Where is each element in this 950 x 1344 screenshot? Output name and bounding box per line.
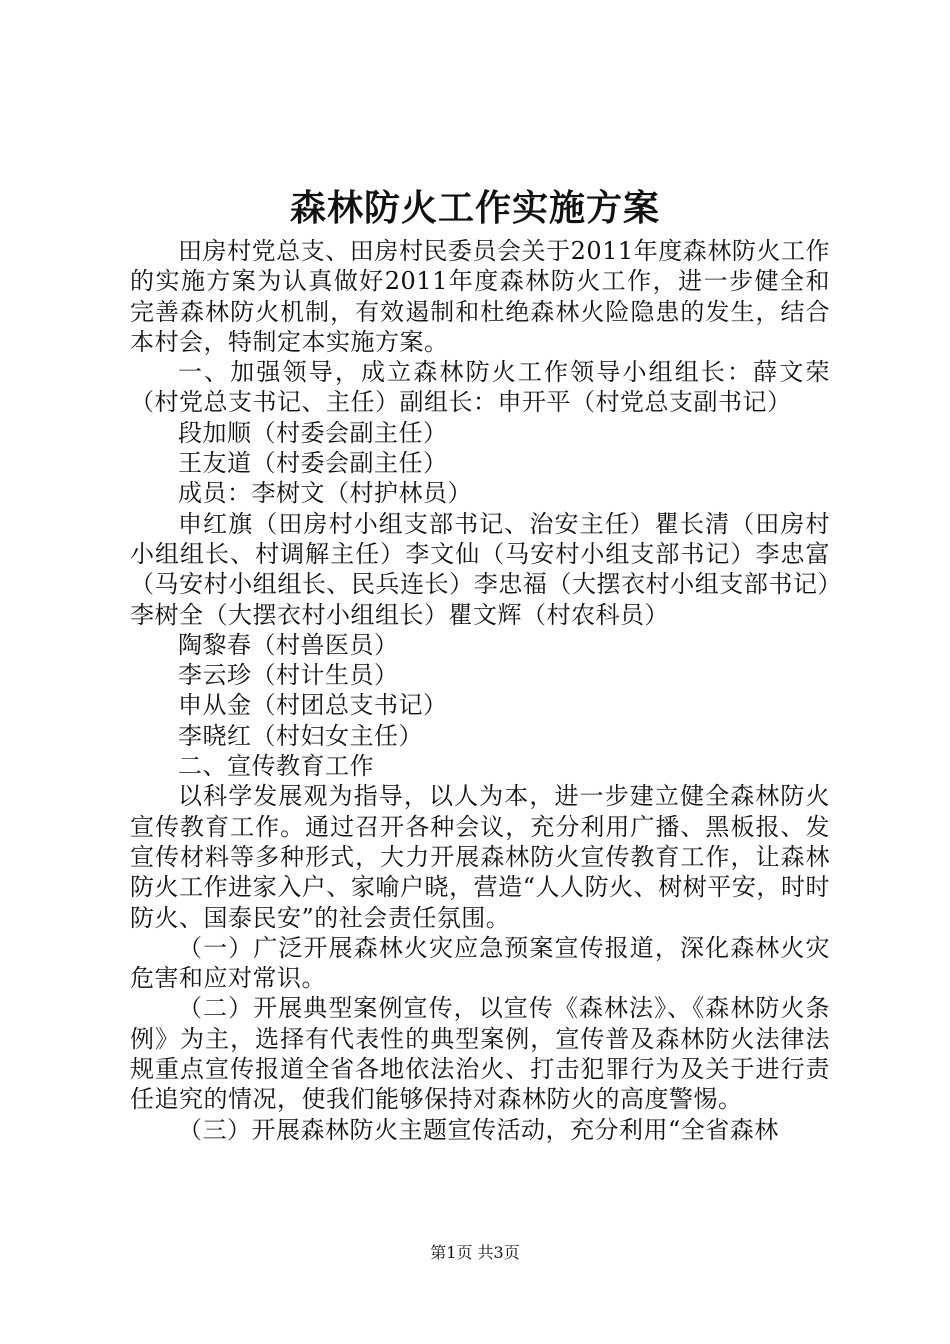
paragraph-item-3: （三）开展森林防火主题宣传活动，充分利用“全省森林 (178, 1115, 779, 1144)
document-title: 森林防火工作实施方案 (289, 187, 660, 229)
paragraph-item-2: （二）开展典型案例宣传，以宣传《森林法》、《森林防火条例》为主，选择有代表性的典型案例，宣传普及森林防火法律法规重点宣传报道全省各地依法治火、打击犯罪行为及关于进行责任追究的情况，使我们能够保持对森林防火的高度警惕。 (130, 994, 830, 1114)
member-line: 王友道（村委会副主任） (178, 449, 448, 478)
member-line: 成员：李树文（村护林员） (178, 479, 472, 508)
member-line: 陶黎春（村兽医员） (178, 630, 399, 659)
paragraph-leadership: 一、加强领导，成立森林防火工作领导小组组长：薛文荣（村党总支书记、主任）副组长：申开平（村党总支副书记） (130, 358, 830, 417)
member-line: 李晓红（村妇女主任） (178, 721, 423, 750)
member-line: 申从金（村团总支书记） (178, 691, 448, 720)
paragraph-intro: 田房村党总支、田房村民委员会关于2011年度森林防火工作的实施方案为认真做好2011年度森林防火工作，进一步健全和完善森林防火机制，有效遏制和杜绝森林火险隐患的发生，结合本村会，特制定本实施方案。 (130, 237, 830, 356)
paragraph-members: 申红旗（田房村小组支部书记、治安主任）瞿长清（田房村小组组长、村调解主任）李文仙（马安村小组支部书记）李忠富（马安村小组组长、民兵连长）李忠福（大摆衣村小组支部书记）李树全（大摆衣村小组组长）瞿文辉（村农科员） (130, 509, 830, 629)
document-body (130, 236, 830, 1145)
section-heading: 二、宣传教育工作 (178, 752, 374, 781)
paragraph-education: 以科学发展观为指导，以人为本，进一步建立健全森林防火宣传教育工作。通过召开各种会议，充分利用广播、黑板报、发宣传材料等多种形式，大力开展森林防火宣传教育工作，让森林防火工作进家入户、家喻户晓，营造“人人防火、树树平安，时时防火、国泰民安”的社会责任氛围。 (130, 782, 830, 932)
member-line: 李云珍（村计生员） (178, 661, 399, 690)
page-footer: 第1页 共3页 (430, 1243, 520, 1262)
member-line: 段加顺（村委会副主任） (178, 418, 448, 447)
paragraph-item-1: （一）广泛开展森林火灾应急预案宣传报道，深化森林火灾危害和应对常识。 (130, 933, 830, 993)
